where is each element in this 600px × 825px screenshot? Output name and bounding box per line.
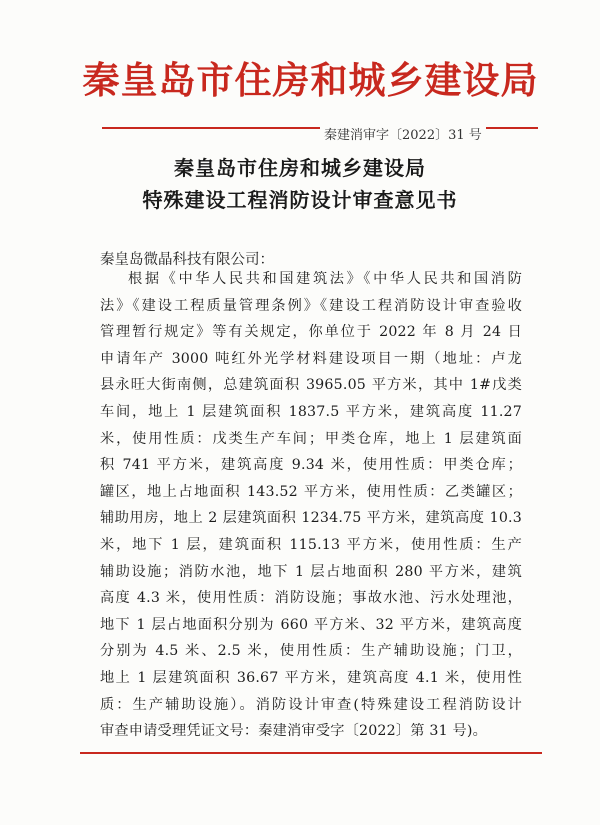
body-line: 地下 1 层占地面积分别为 660 平方米、32 平方米，建筑高度	[100, 616, 522, 633]
body-line: 罐区，地上占地面积 143.52 平方米，使用性质：乙类罐区；	[100, 483, 522, 500]
body-line: 辅助用房，地上 2 层建筑面积 1234.75 平方米，建筑高度 10.3	[100, 510, 522, 527]
body-line: 县永旺大街南侧，总建筑面积 3965.05 平方米，其中 1#戊类	[100, 377, 522, 394]
body-line: 审查申请受理凭证文号：秦建消审受字〔2022〕第 31 号)。	[100, 723, 488, 740]
document-number: 秦建消审字〔2022〕31 号	[320, 124, 486, 143]
body-line: 米，使用性质：戊类生产车间；甲类仓库，地上 1 层建筑面	[100, 430, 522, 447]
body-line: 根据《中华人民共和国建筑法》《中华人民共和国消防	[128, 271, 522, 287]
body-text	[100, 266, 522, 745]
body-line: 地上 1 层建筑面积 36.67 平方米，建筑高度 4.1 米，使用性	[100, 669, 522, 686]
body-line: 米，地下 1 层，建筑面积 115.13 平方米，使用性质：生产	[100, 536, 522, 553]
footer-red-rule	[80, 752, 542, 754]
addressee: 秦皇岛微晶科技有限公司：	[100, 252, 274, 268]
body-line: 申请年产 3000 吨红外光学材料建设项目一期（地址：卢龙	[100, 350, 522, 367]
body-line: 车间，地上 1 层建筑面积 1837.5 平方米，建筑高度 11.27	[100, 403, 522, 420]
body-line: 分别为 4.5 米、2.5 米，使用性质：生产辅助设施；门卫，	[100, 643, 522, 660]
masthead-org-name: 秦皇岛市住房和城乡建设局	[82, 58, 539, 102]
body-line: 管理暂行规定》等有关规定，你单位于 2022 年 8 月 24 日	[100, 324, 522, 341]
body-line: 质：生产辅助设施）。消防设计审查(特殊建设工程消防设计	[100, 696, 522, 713]
body-line: 积 741 平方米，建筑高度 9.34 米，使用性质：甲类仓库；	[100, 457, 522, 474]
body-line: 辅助设施；消防水池，地下 1 层占地面积 280 平方米，建筑	[100, 563, 522, 580]
document-title-line-2: 特殊建设工程消防设计审查意见书	[142, 188, 458, 212]
document-title-line-1: 秦皇岛市住房和城乡建设局	[174, 156, 426, 180]
body-line: 高度 4.3 米，使用性质：消防设施；事故水池、污水处理池，	[100, 590, 522, 607]
body-line: 法》《建设工程质量管理条例》《建设工程消防设计审查验收	[100, 297, 522, 314]
